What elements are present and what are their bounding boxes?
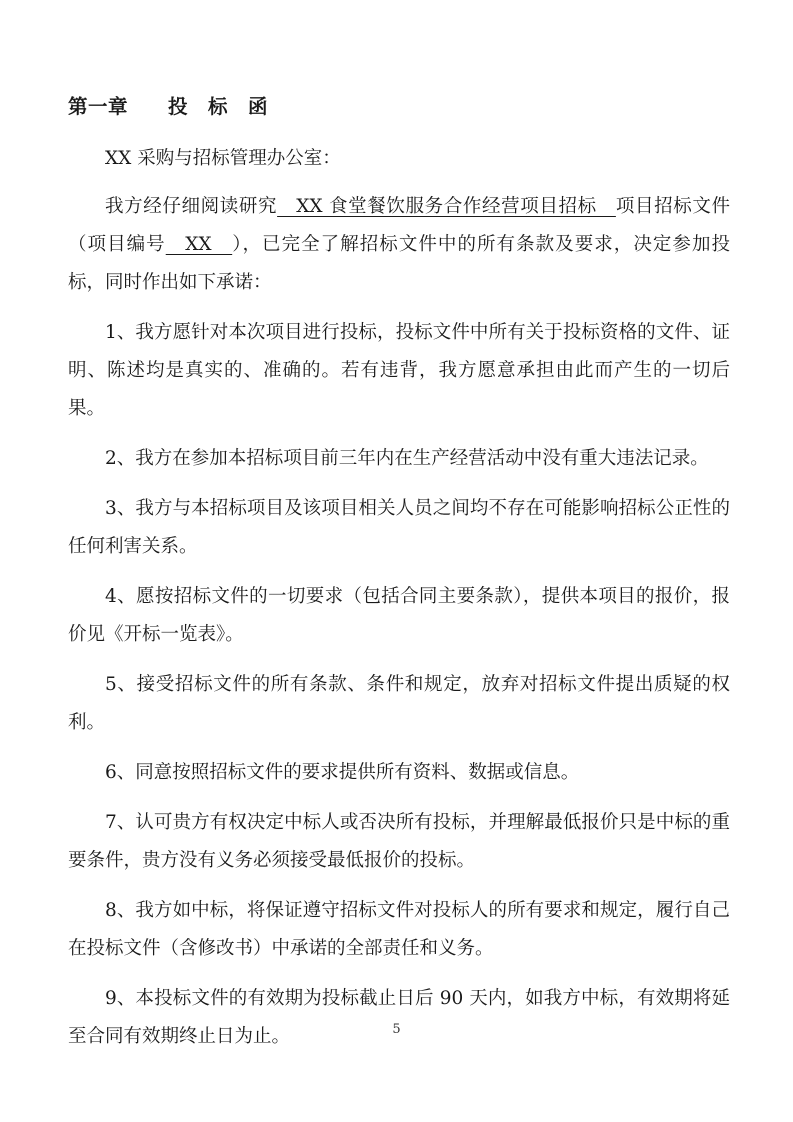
clause-paragraph-3: 3、我方与本招标项目及该项目相关人员之间均不存在可能影响招标公正性的任何利害关系。 xyxy=(68,498,730,557)
spacer xyxy=(68,566,730,578)
spacer xyxy=(68,428,730,440)
clause-paragraph-8: 8、我方如中标，将保证遵守招标文件对投标人的所有要求和规定，履行自己在投标文件（含修改书）中承诺的全部责任和义务。 xyxy=(68,900,730,959)
salutation-line: XX 采购与招标管理办公室： xyxy=(105,148,341,169)
spacer xyxy=(68,178,730,188)
spacer xyxy=(68,122,730,132)
intro-lead: 我方经仔细阅读研究 xyxy=(105,196,278,217)
project-name-blank[interactable]: XX 食堂餐饮服务合作经营项目招标 xyxy=(277,196,616,217)
clause-paragraph-4: 4、愿按招标文件的一切要求（包括合同主要条款），提供本项目的报价，报价见《开标一览表》。 xyxy=(68,586,730,645)
clause-paragraph-7: 7、认可贵方有权决定中标人或否决所有投标，并理解最低报价只是中标的重要条件，贵方没有义务必须接受最低报价的投标。 xyxy=(68,812,730,871)
intro-tail: ），已完全了解招标文件中的所有条款及要求，决定参加投标，同时作出如下承诺： xyxy=(68,234,730,293)
intro-paragraph xyxy=(68,188,730,302)
spacer xyxy=(68,302,730,314)
clause-paragraph-5: 5、接受招标文件的所有条款、条件和规定，放弃对招标文件提出质疑的权利。 xyxy=(68,674,730,733)
spacer xyxy=(68,478,730,490)
page-title: 第一章 投 标 函 xyxy=(68,95,269,118)
page-number: 5 xyxy=(392,1022,401,1037)
spacer xyxy=(68,742,730,754)
intro-after-blank: 项目招标文件（项目编号 xyxy=(68,196,730,255)
clause-paragraph-9: 9、本投标文件的有效期为投标截止日后 90 天内，如我方中标，有效期将延至合同有效期终止日为止。 xyxy=(68,988,730,1047)
spacer xyxy=(68,792,730,804)
spacer xyxy=(68,968,730,980)
clause-paragraph-2: 2、我方在参加本招标项目前三年内在生产经营活动中没有重大违法记录。 xyxy=(105,448,709,469)
clause-paragraph-6: 6、同意按照招标文件的要求提供所有资料、数据或信息。 xyxy=(105,762,580,783)
spacer xyxy=(68,880,730,892)
spacer xyxy=(68,654,730,666)
document-body xyxy=(68,92,730,1056)
project-code-blank[interactable]: XX xyxy=(165,234,233,255)
clause-paragraph-1: 1、我方愿针对本次项目进行投标，投标文件中所有关于投标资格的文件、证明、陈述均是真实的、准确的。若有违背，我方愿意承担由此而产生的一切后果。 xyxy=(68,322,730,419)
